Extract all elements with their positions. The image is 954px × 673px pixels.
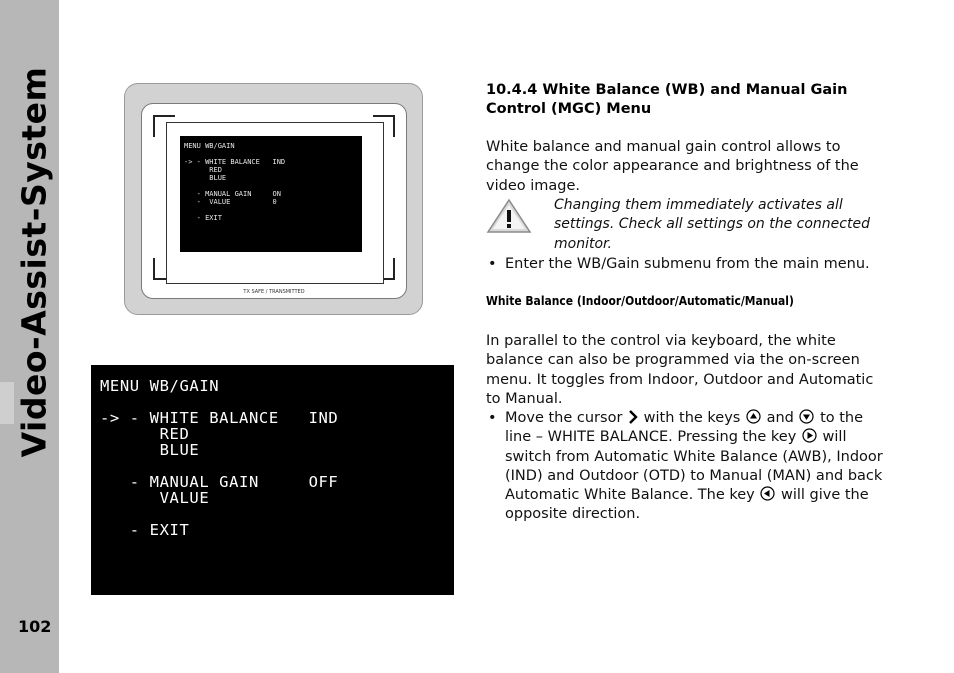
subheading: White Balance (Indoor/Outdoor/Automatic/Manual) bbox=[486, 293, 794, 308]
monitor-bezel bbox=[141, 103, 407, 299]
osd-menu-text: MENU WB/GAIN -> - WHITE BALANCE IND RED BLUE - MANUAL GAIN OFF VALUE - EXIT bbox=[100, 377, 339, 539]
bullet-text-part: to the line – WHITE BALANCE. Pressing the key bbox=[505, 410, 864, 446]
warning-triangle-icon bbox=[486, 198, 532, 234]
osd-menu-screen bbox=[91, 365, 454, 595]
bullet-dot: • bbox=[488, 256, 497, 272]
bullet-text-part: will give the opposite direction. bbox=[505, 487, 869, 523]
page-number: 102 bbox=[18, 617, 52, 636]
bullet-dot: • bbox=[488, 410, 497, 426]
caution-text: Changing them immediately activates all settings. Check all settings on the connected monitor. bbox=[554, 197, 870, 252]
cursor-chevron-icon bbox=[628, 410, 638, 424]
bullet-text bbox=[505, 409, 886, 525]
key-left-icon bbox=[760, 486, 775, 501]
tx-safe-label: TX SAFE / TRANSMITTED bbox=[243, 289, 305, 295]
caution-note bbox=[486, 196, 886, 252]
bullet-text-part: with the keys bbox=[643, 410, 741, 426]
monitor-menu-text: MENU WB/GAIN -> - WHITE BALANCE IND RED BLUE - MANUAL GAIN ON - VALUE 0 - EXIT bbox=[184, 142, 286, 222]
bullet-text-part: will switch from Automatic White Balance (AWB), Indoor (IND) and Outdoor (OTD) to Manual (MAN) and back Automatic White Balance. The key bbox=[505, 429, 883, 504]
bullet-move-cursor bbox=[486, 409, 886, 525]
key-right-icon bbox=[802, 428, 817, 443]
monitor-illustration bbox=[124, 83, 423, 315]
monitor-screen bbox=[180, 136, 362, 252]
content-column bbox=[486, 81, 886, 523]
bullet-text-part: Move the cursor bbox=[505, 410, 623, 426]
bullet-enter-submenu bbox=[486, 255, 886, 274]
parallel-control-paragraph: In parallel to the control via keyboard, the white balance can also be programmed via the on-screen menu. It toggles from Indoor, Outdoor and Automatic to Manual. bbox=[486, 333, 874, 407]
bullet-text: Enter the WB/Gain submenu from the main menu. bbox=[505, 256, 870, 272]
section-heading: 10.4.4 White Balance (WB) and Manual Gain Control (MGC) Menu bbox=[486, 82, 848, 117]
intro-paragraph: White balance and manual gain control allows to change the color appearance and brightness of the video image. bbox=[486, 139, 859, 194]
key-down-icon bbox=[799, 409, 814, 424]
side-title: Video-Assist-System bbox=[14, 66, 54, 458]
bullet-text-part: and bbox=[766, 410, 794, 426]
key-up-icon bbox=[746, 409, 761, 424]
side-band-marker bbox=[0, 382, 14, 424]
